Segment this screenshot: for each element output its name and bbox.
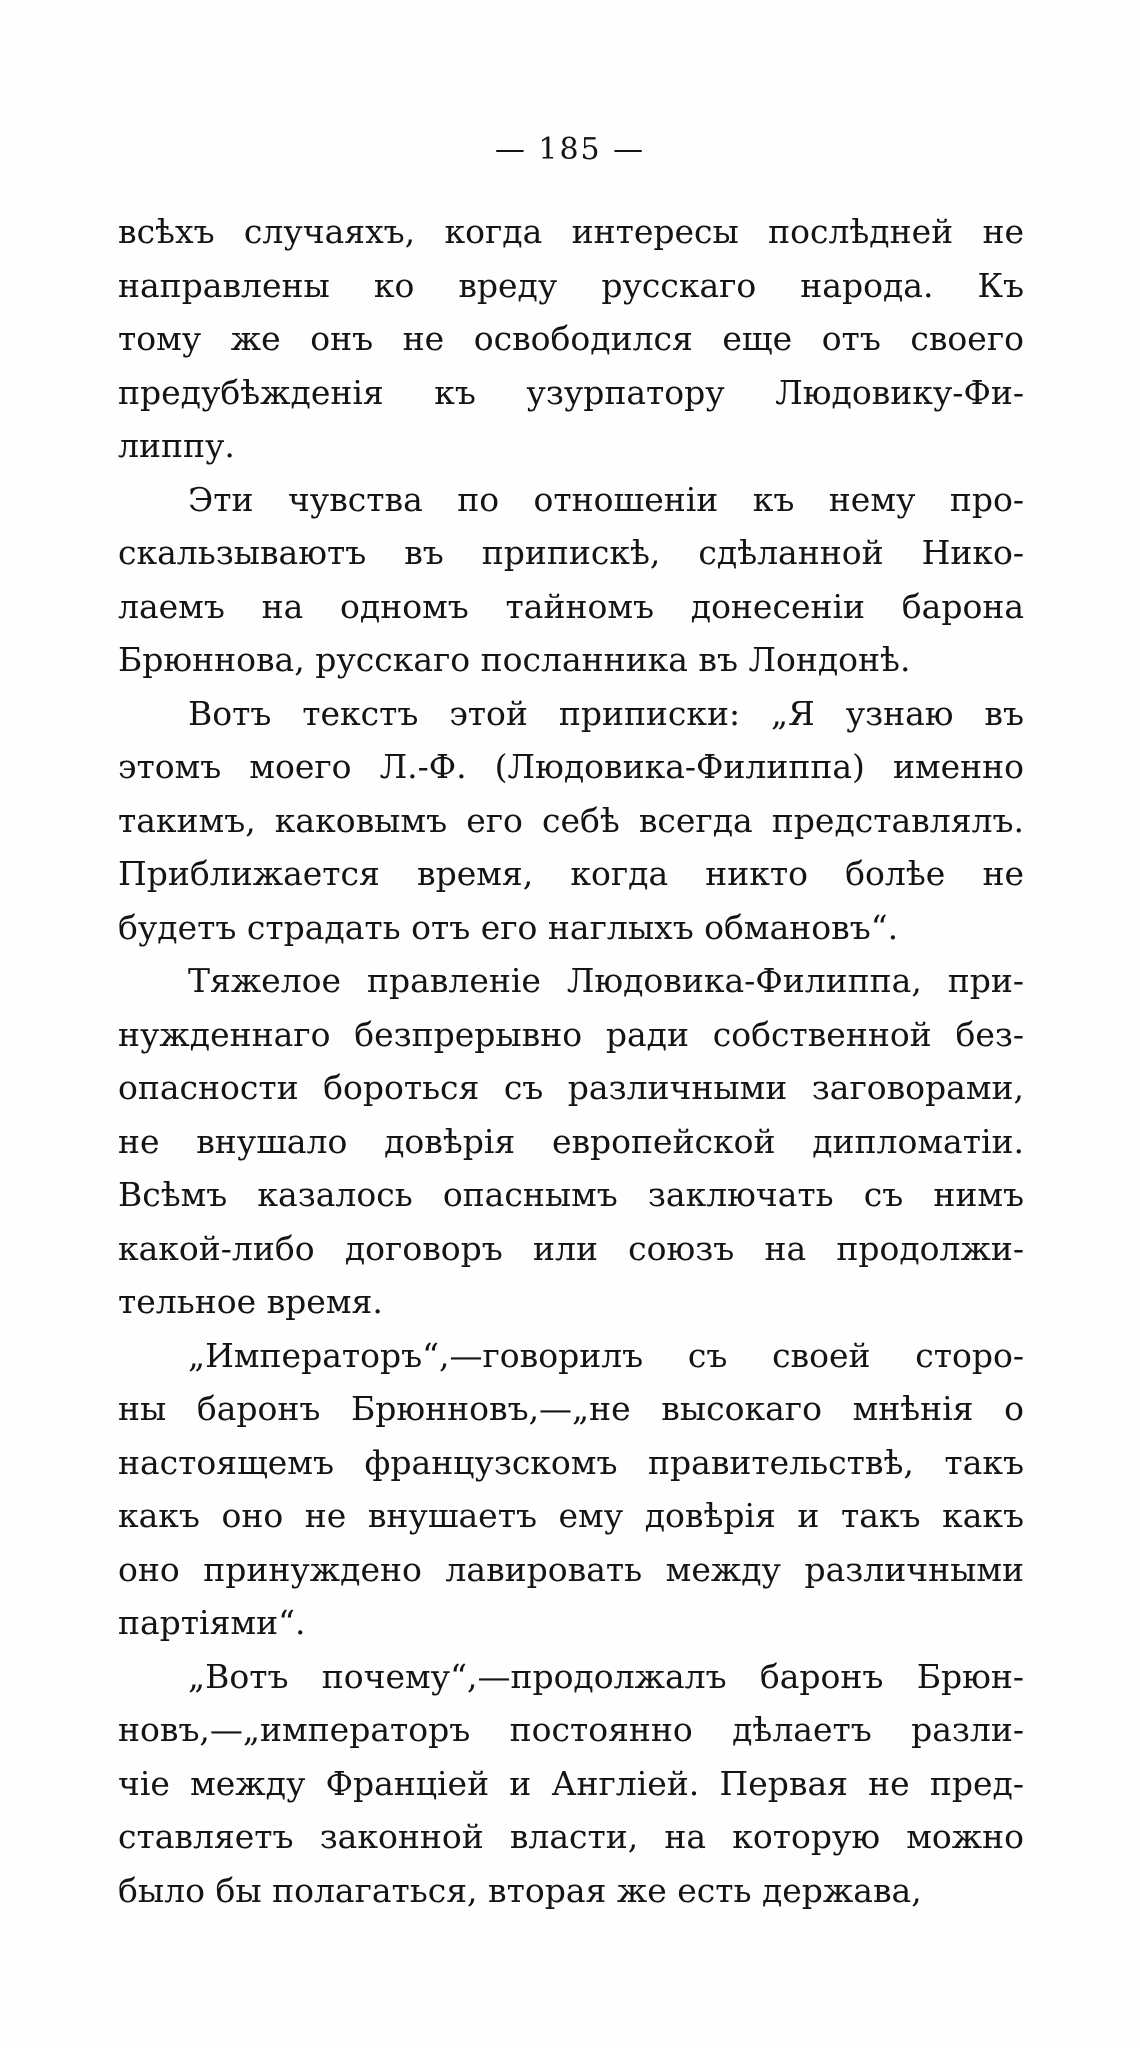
text-line: какъ оно не внушаетъ ему довѣрія и такъ какъ <box>118 1496 1024 1535</box>
text-line: этомъ моего Л.-Ф. (Людовика-Филиппа) именно <box>118 747 1024 786</box>
text-line: „Вотъ почему“,—продолжалъ баронъ Брюн- <box>188 1656 1024 1696</box>
text-line: Тяжелое правленіе Людовика-Филиппа, при- <box>188 961 1024 1000</box>
text-line: тому же онъ не освободился еще отъ своего <box>118 319 1024 358</box>
text-line: лаемъ на одномъ тайномъ донесеніи барона <box>118 586 1024 626</box>
paragraph <box>118 687 1024 955</box>
text-line: направлены ко вреду русскаго народа. Къ <box>118 265 1024 305</box>
text-line: Приближается время, когда никто болѣе не <box>118 854 1024 893</box>
text-line: было бы полагаться, вторая же есть держава, <box>118 1870 922 1910</box>
text-line: скальзываютъ въ припискѣ, сдѣланной Нико- <box>118 533 1024 572</box>
text-line: липпу. <box>118 426 235 465</box>
text-line: Эти чувства по отношеніи къ нему про- <box>188 479 1024 519</box>
paragraph <box>118 1329 1024 1650</box>
paragraph <box>118 1650 1024 1918</box>
text-line: настоящемъ французскомъ правительствѣ, такъ <box>118 1442 1024 1482</box>
text-line: партіями“. <box>118 1603 306 1642</box>
text-line: ставляетъ законной власти, на которую можно <box>118 1817 1024 1856</box>
text-line: Брюннова, русскаго посланника въ Лондонѣ. <box>118 640 911 679</box>
text-line: такимъ, каковымъ его себѣ всегда представлялъ. <box>118 800 1024 840</box>
text-line: Вотъ текстъ этой приписки: „Я узнаю въ <box>188 693 1024 733</box>
text-line: оно принуждено лавировать между различными <box>118 1549 1024 1589</box>
body-text <box>118 205 1024 1917</box>
paragraph <box>118 205 1024 473</box>
text-line: „Императоръ“,—говорилъ съ своей сторо- <box>188 1335 1024 1375</box>
page-number: — 185 — <box>494 132 646 167</box>
text-line: чіе между Франціей и Англіей. Первая не пред- <box>118 1763 1024 1803</box>
text-line: будетъ страдать отъ его наглыхъ обмановъ“. <box>118 907 899 947</box>
text-line: новъ,—„императоръ постоянно дѣлаетъ разли- <box>118 1710 1024 1749</box>
paragraph <box>118 954 1024 1329</box>
text-line: Всѣмъ казалось опаснымъ заключать съ нимъ <box>118 1175 1024 1214</box>
text-line: не внушало довѣрія европейской дипломатіи. <box>118 1121 1024 1161</box>
paragraph <box>118 473 1024 687</box>
text-line: нужденнаго безпрерывно ради собственной без- <box>118 1014 1024 1054</box>
text-line: какой-либо договоръ или союзъ на продолжи- <box>118 1228 1024 1268</box>
text-line: всѣхъ случаяхъ, когда интересы послѣдней не <box>118 212 1024 251</box>
text-line: тельное время. <box>118 1282 383 1321</box>
text-line: опасности бороться съ различными заговорами, <box>118 1068 1024 1107</box>
text-line: ны баронъ Брюнновъ,—„не высокаго мнѣнія о <box>118 1389 1024 1428</box>
text-line: предубѣжденія къ узурпатору Людовику-Фи- <box>118 372 1024 412</box>
